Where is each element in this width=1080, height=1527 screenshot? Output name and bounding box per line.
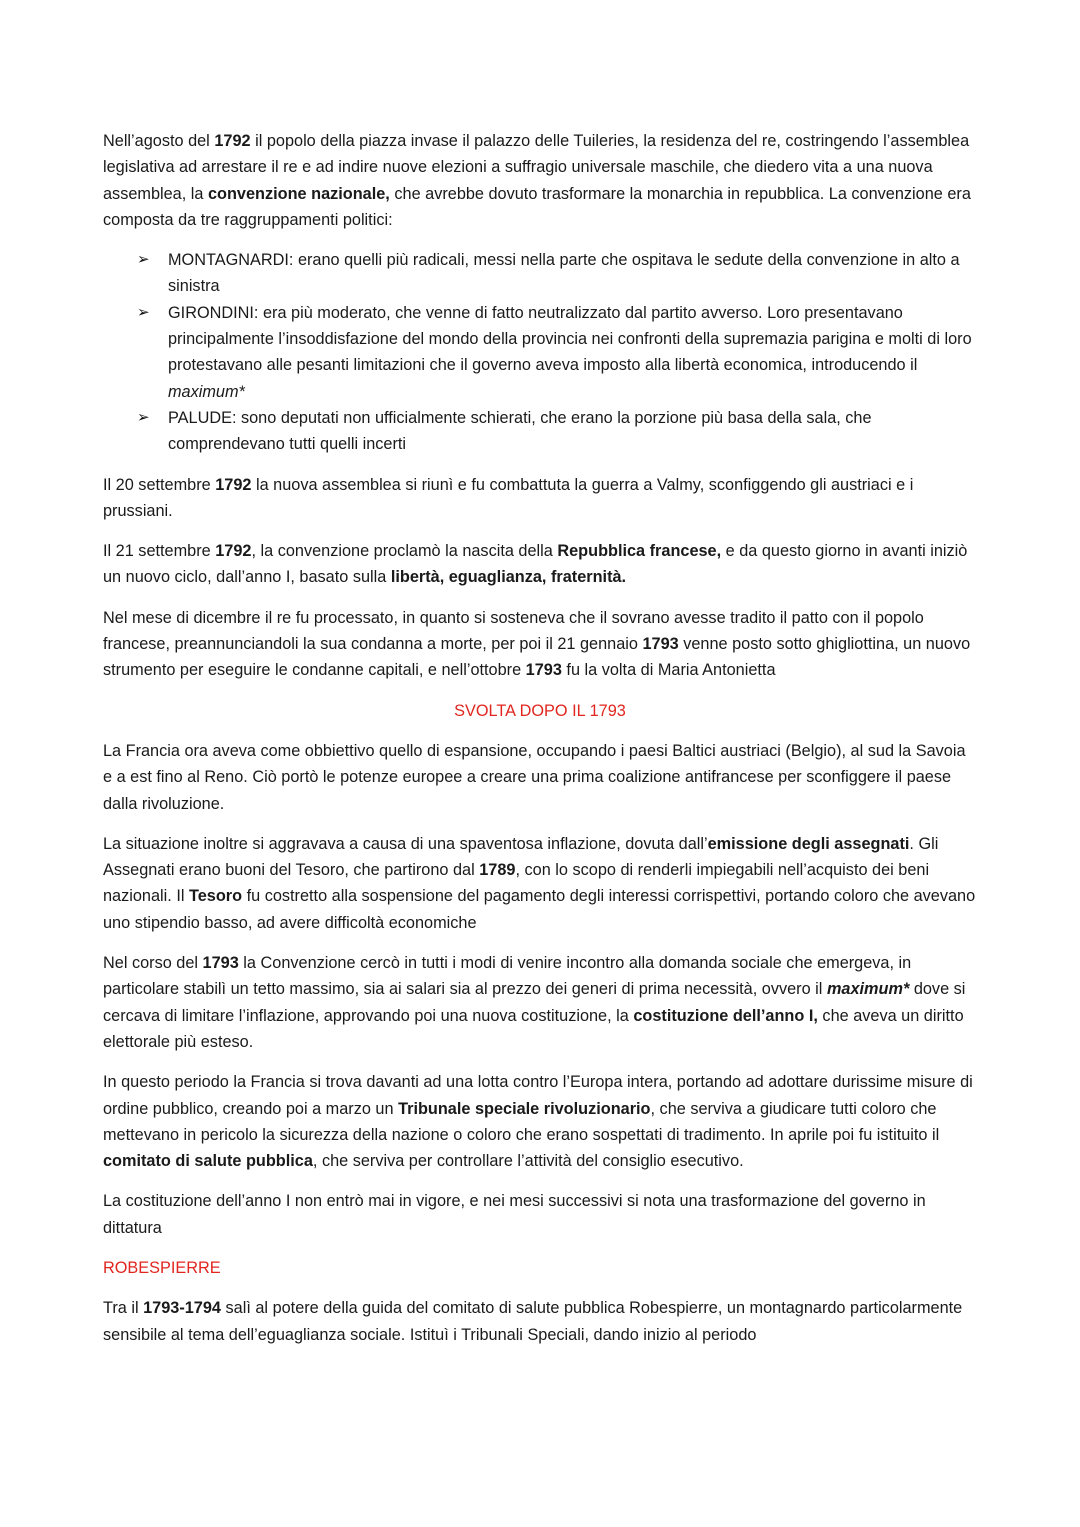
- paragraph-agosto-1792: Nell’agosto del 1792 il popolo della piazza invase il palazzo delle Tuileries, la residenza del re, costringendo l’assemblea legislativa ad arrestare il re e ad indire nuove elezioni a suffragio universale maschile, che diedero vita a una nuova assemblea, la convenzione nazionale, che avrebbe dovuto trasformare la monarchia in repubblica. La convenzione era composta da tre raggruppamenti politici:: [103, 132, 971, 229]
- arrow-bullet-icon: ➢: [137, 251, 150, 269]
- section-heading-svolta: SVOLTA DOPO IL 1793: [454, 701, 626, 720]
- list-item-montagnardi: ➢ MONTAGNARDI: erano quelli più radicali, messi nella parte che ospitava le sedute della convenzione in alto a sinistra: [168, 247, 977, 300]
- arrow-bullet-icon: ➢: [137, 408, 150, 426]
- document-page: [103, 128, 977, 1362]
- paragraph-inflazione: La situazione inoltre si aggravava a causa di una spaventosa inflazione, dovuta dall’emissione degli assegnati. Gli Assegnati erano buoni del Tesoro, che partirono dal 1789, con lo scopo di renderli impiegabili nell’acquisto dei beni nazionali. Il Tesoro fu costretto alla sospensione del pagamento degli interessi corrispettivi, portando coloro che avevano uno stipendio basso, ad avere difficoltà economiche: [103, 834, 976, 932]
- paragraph-convenzione-1793: Nel corso del 1793 la Convenzione cercò in tutti i modi di venire incontro alla domanda sociale che emergeva, in particolare stabilì un tetto massimo, sia ai salari sia al prezzo dei generi di prima necessità, ovvero il maximum* dove si cercava di limitare l’inflazione, approvando poi una nuova costituzione, la costituzione dell’anno I, che aveva un diritto elettorale più esteso.: [103, 954, 966, 1051]
- list-item-girondini: ➢ GIRONDINI: era più moderato, che venne di fatto neutralizzato dal partito avverso. Loro presentavano principalmente l’insoddisfazione del mondo della provincia nei confronti della supremazia parigina e molti di loro protestavano alle pesanti limitazioni che il governo aveva imposto alla libertà economica, introducendo il maximum*: [168, 300, 977, 405]
- section-heading-robespierre: ROBESPIERRE: [103, 1258, 221, 1277]
- paragraph-robespierre: Tra il 1793-1794 salì al potere della guida del comitato di salute pubblica Robespierre, un montagnardo particolarmente sensibile al tema dell’eguaglianza sociale. Istituì i Tribunali Speciali, dando inizio al periodo: [103, 1299, 963, 1344]
- paragraph-21-settembre: Il 21 settembre 1792, la convenzione proclamò la nascita della Repubblica francese, e da questo giorno in avanti iniziò un nuovo ciclo, dall’anno I, basato sulla libertà, eguaglianza, fraternità.: [103, 542, 968, 587]
- paragraph-processo-re: Nel mese di dicembre il re fu processato, in quanto si sosteneva che il sovrano avesse tradito il patto con il popolo francese, preannunciandoli la sua condanna a morte, per poi il 21 gennaio 1793 venne posto sotto ghigliottina, un nuovo strumento per eseguire le condanne capitali, e nell’ottobre 1793 fu la volta di Maria Antonietta: [103, 608, 971, 680]
- paragraph-20-settembre: Il 20 settembre 1792 la nuova assemblea si riunì e fu combattuta la guerra a Valmy, sconfiggendo gli austriaci e i prussiani.: [103, 475, 914, 520]
- paragraph-tribunale: In questo periodo la Francia si trova davanti ad una lotta contro l’Europa intera, portando ad adottare durissime misure di ordine pubblico, creando poi a marzo un Tribunale speciale rivoluzionario, che serviva a giudicare tutti coloro che mettevano in pericolo la sicurezza della nazione o coloro che erano sospettati di tradimento. In aprile poi fu istituito il comitato di salute pubblica, che serviva per controllare l’attività del consiglio esecutivo.: [103, 1073, 973, 1171]
- list-item-palude: ➢ PALUDE: sono deputati non ufficialmente schierati, che erano la porzione più basa della sala, che comprendevano tutti quelli incerti: [168, 405, 977, 458]
- political-groups-list: [103, 247, 977, 457]
- paragraph-dittatura: La costituzione dell’anno I non entrò mai in vigore, e nei mesi successivi si nota una trasformazione del governo in dittatura: [103, 1192, 926, 1237]
- arrow-bullet-icon: ➢: [137, 303, 150, 321]
- paragraph-espansione: La Francia ora aveva come obbiettivo quello di espansione, occupando i paesi Baltici austriaci (Belgio), al sud la Savoia e a est fino al Reno. Ciò portò le potenze europee a creare una prima coalizione antifrancese per sconfiggere il paese dalla rivoluzione.: [103, 741, 966, 813]
